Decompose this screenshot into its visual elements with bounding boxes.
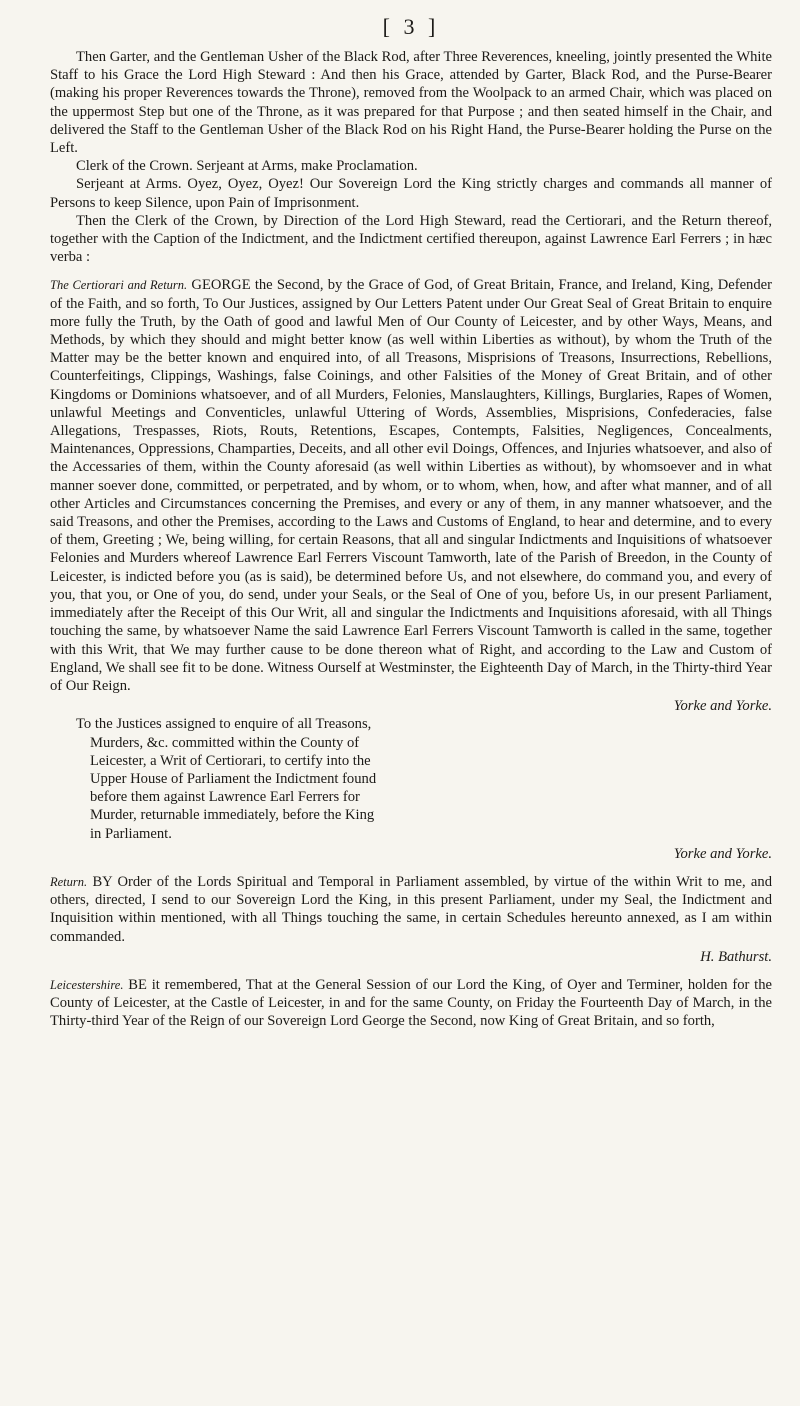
paragraph-clerk-proclamation: Clerk of the Crown. Serjeant at Arms, make Proclamation. — [76, 158, 418, 175]
writ-line: To the Justices assigned to enquire of all Treasons, — [76, 716, 372, 733]
writ-text: GEORGE the Second, by the Grace of God, of Great Britain, France, and Ireland, King, Defender of the Faith, and so forth, To Our Justices, assigned by Our Letters Patent under Our Great Seal of Great Britain to enquire more fully the Truth, by the Oath of good and lawful Men of Our County of Leicester, and by other Ways, Means, and Methods, by which they should and might better know (as well within Liberties as without), by whom the Truth of the Matter may be the better known and enquired into, of all Treasons, Misprisions of Treasons, Insurrections, Rebellions, Counterfeitings, Clippings, Washings, false Coinings, and other Falsities of the Money of Great Britain, and of other Kingdoms or Dominions whatsoever, and of all Murders, Felonies, Manslaughters, Killings, Burglaries, Rapes of Women, unlawful Meetings and Conventicles, unlawful Uttering of Words, Assemblies, Misprisions, Confederacies, false Allegations, Trespasses, Riots, Routs, Retentions, Escapes, Contempts, Falsities, Negligences, Concealments, Maintenances, Oppressions, Champarties, Deceits, and all other evil Doings, Offences, and Injuries whatsoever, and also of the Accessaries of them, within the County aforesaid (as well within Liberties as without), by whomsoever and in what manner soever done, committed, or perpetrated, and by whom, or to whom, when, how, and after what manner, and of all other Articles and Circumstances concerning the Premises, and every or any of them, in any manner whatsoever, and the said Treasons, and other the Premises, according to the Laws and Customs of England, to hear and determine, and to every of them, Greeting ; We, being willing, for certain Reasons, that all and singular Indictments and Inquisitions of whatsoever Felonies and Murders whereof Lawrence Earl Ferrers Viscount Tamworth, late of the Parish of Breedon, in the County of Leicester, is indicted before you (as is said), be determined before Us, and not elsewhere, do command you, and every of you, that you, or One of you, do send, under your Seals, or the Seal of One of you, before Us, in our present Parliament, immediately after the Receipt of this Our Writ, all and singular the Indictments and Inquisitions aforesaid, with all Things touching the same, by whatsoever Name the said Lawrence Earl Ferrers Viscount Tamworth is called in the same, together with this Writ, that We may further cause to be done thereon what of Right, and according to the Law and Custom of England, We shall see fit to be done. Witness Ourself at Westminster, the Eighteenth Day of March, in the Thirty-third Year of Our Reign. — [50, 277, 772, 694]
paragraph-writ — [50, 276, 772, 695]
writ-line: Murder, returnable immediately, before the King — [90, 807, 375, 824]
session-text: BE it remembered, That at the General Session of our Lord the King, of Oyer and Terminer, holden for the County of Leicester, at the Castle of Leicester, in and for the same County, on Friday the Fourteenth Day of March, in the Thirty-third Year of the Reign of our Sovereign Lord George the Second, now King of Great Britain, and so forth, — [50, 976, 772, 1030]
writ-line: Upper House of Parliament the Indictment found — [90, 770, 377, 787]
paragraph-garter: Then Garter, and the Gentleman Usher of the Black Rod, after Three Reverences, kneeling, jointly presented the White Staff to his Grace the Lord High Steward : And then his Grace, attended by Garter, Black Rod, and the Purse-Bearer (making his proper Reverences towards the Throne), removed from the Woolpack to an armed Chair, which was placed on the uppermost Step but one of the Throne, as it was prepared for that Purpose ; and then seated himself in the Chair, and delivered the Staff to the Gentleman Usher of the Black Rod on his Right Hand, the Purse-Bearer holding the Purse on the Left. — [50, 49, 772, 157]
writ-endorsement — [76, 715, 406, 842]
return-text: BY Order of the Lords Spiritual and Temporal in Parliament assembled, by virtue of the within Writ to me, and others, directed, I send to our Sovereign Lord the King, in this present Parliament, under my Seal, the Indictment and Inquisition within mentioned, with all Things touching the same, in certain Schedules hereunto annexed, as I am within commanded. — [50, 873, 772, 945]
paragraph-leicestershire — [50, 976, 772, 1031]
margin-note-leicestershire: Leicestershire. — [50, 977, 124, 992]
page-number: [ 3 ] — [382, 14, 440, 39]
paragraph-oyez: Serjeant at Arms. Oyez, Oyez, Oyez! Our Sovereign Lord the King strictly charges and commands all manner of Persons to keep Silence, upon Pain of Imprisonment. — [50, 176, 772, 211]
document-page — [50, 14, 772, 1031]
paragraph-certiorari-read: Then the Clerk of the Crown, by Direction of the Lord High Steward, read the Certiorari, and the Return thereof, together with the Caption of the Indictment, and the Indictment certified thereupon, against Lawrence Earl Ferrers ; in hæc verba : — [50, 212, 772, 266]
writ-line: in Parliament. — [90, 825, 172, 842]
signature-yorke-1: Yorke and Yorke. — [673, 698, 772, 715]
writ-line: before them against Lawrence Earl Ferrers for — [90, 789, 360, 806]
writ-line: Murders, &c. committed within the County of — [90, 734, 360, 751]
margin-note-return: Return. — [50, 874, 88, 889]
writ-line: Leicester, a Writ of Certiorari, to certify into the — [90, 752, 371, 769]
signature-yorke-2: Yorke and Yorke. — [673, 845, 772, 862]
margin-note-certiorari: The Certiorari and Return. — [50, 278, 188, 293]
paragraph-return — [50, 873, 772, 946]
signature-bathurst: H. Bathurst. — [700, 948, 772, 965]
